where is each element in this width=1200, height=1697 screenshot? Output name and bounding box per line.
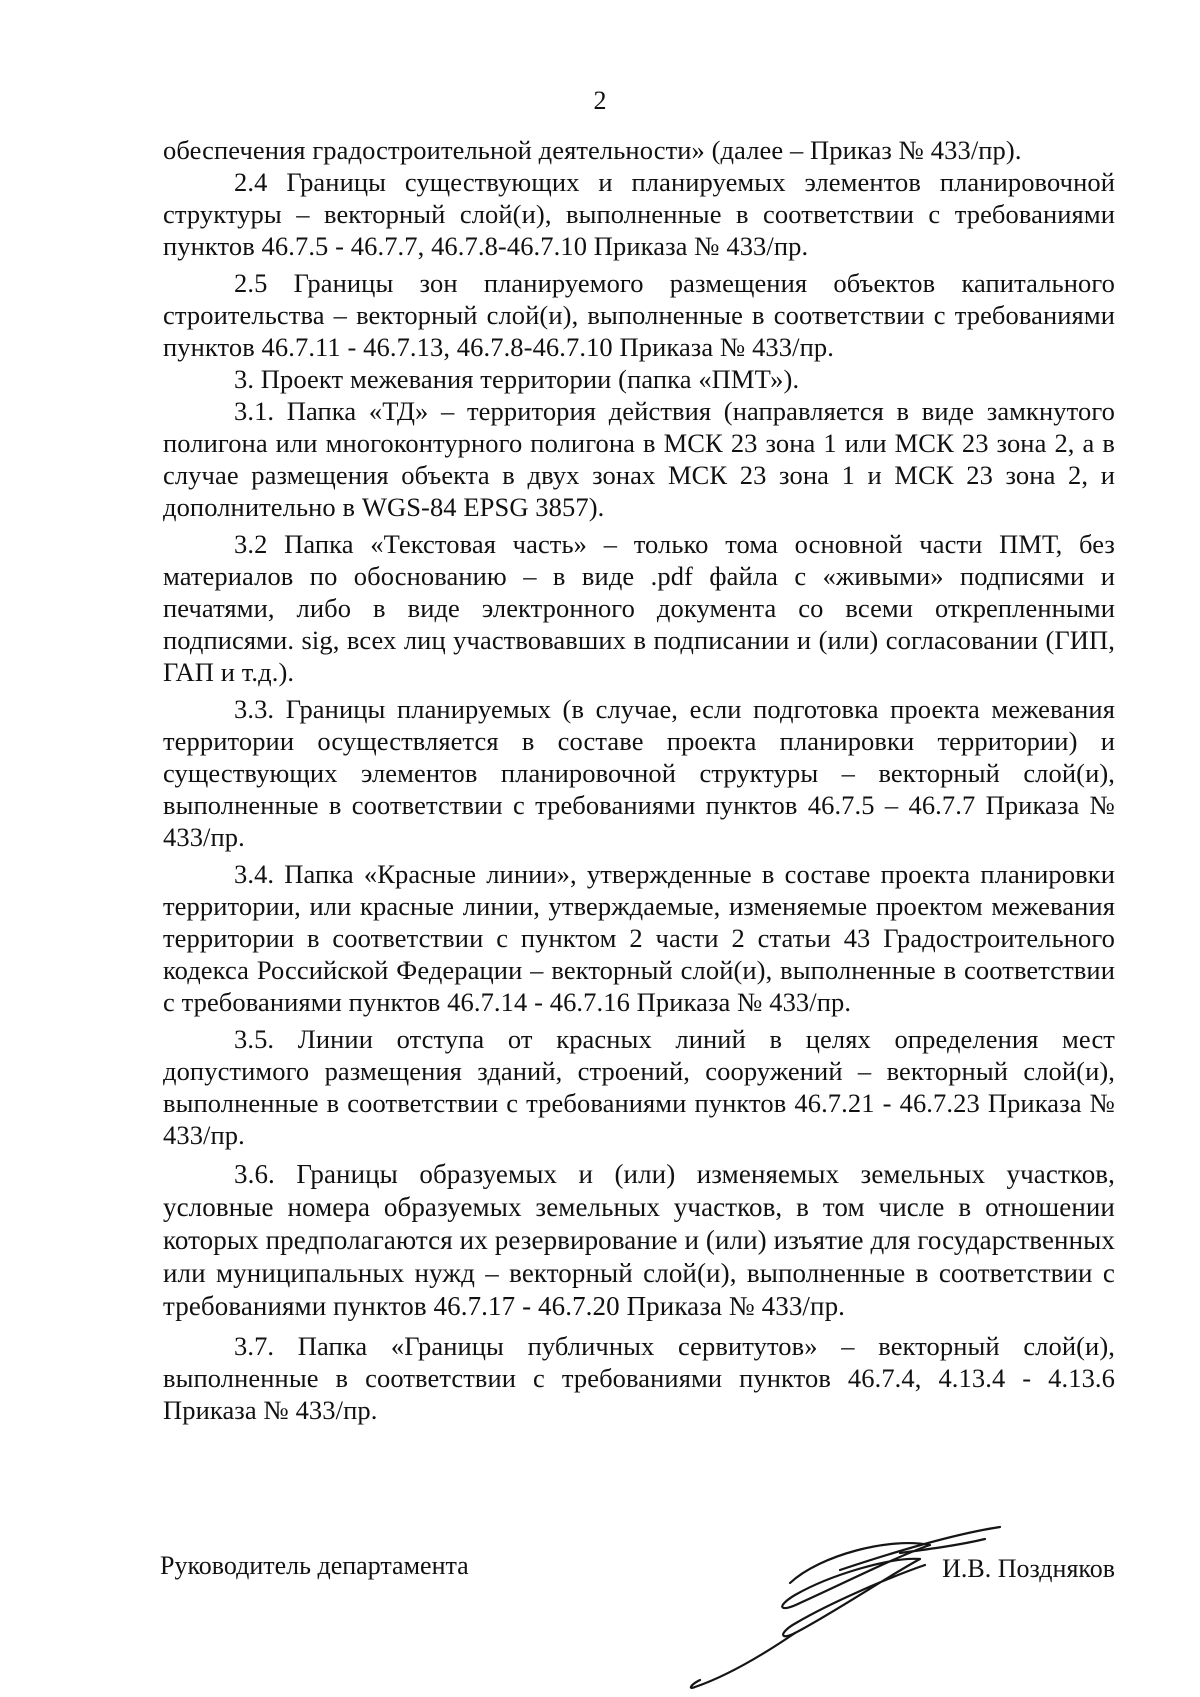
document-body: [163, 134, 1115, 1426]
handwritten-signature: [600, 1515, 1060, 1695]
paragraph-3-3: 3.3. Границы планируемых (в случае, если подготовка проекта межевания территории осуществляется в составе проекта планировки территории) и существующих элементов планировочной структуры – векторный слой(и), выполненные в соответствии с требованиями пунктов 46.7.5 – 46.7.7 Приказа № 433/пр.: [163, 694, 1115, 852]
paragraph-3: 3. Проект межевания территории (папка «ПМТ»).: [234, 364, 800, 394]
paragraph-3-6: 3.6. Границы образуемых и (или) изменяемых земельных участков, условные номера образуемых земельных участков, в том числе в отношении которых предполагаются их резервирование и (или) изъятие для государственных или муниципальных нужд – векторный слой(и), выполненные в соответствии с требованиями пунктов 46.7.17 - 46.7.20 Приказа № 433/пр.: [163, 1159, 1115, 1321]
paragraph-3-1: 3.1. Папка «ТД» – территория действия (направляется в виде замкнутого полигона или многоконтурного полигона в МСК 23 зона 1 или МСК 23 зона 2, а в случае размещения объекта в двух зонах МСК 23 зона 1 и МСК 23 зона 2, и дополнительно в WGS-84 EPSG 3857).: [163, 396, 1115, 522]
paragraph-3-4: 3.4. Папка «Красные линии», утвержденные в составе проекта планировки территории, или красные линии, утверждаемые, изменяемые проектом межевания территории в соответствии с пунктом 2 части 2 статьи 43 Градостроительного кодекса Российской Федерации – векторный слой(и), выполненные в соответствии с требованиями пунктов 46.7.14 - 46.7.16 Приказа № 433/пр.: [163, 859, 1115, 1017]
paragraph-2-5: 2.5 Границы зон планируемого размещения объектов капитального строительства – векторный слой(и), выполненные в соответствии с требованиями пунктов 46.7.11 - 46.7.13, 46.7.8-46.7.10 Приказа № 433/пр.: [163, 268, 1115, 362]
signer-position: Руководитель департамента: [160, 1551, 469, 1580]
paragraph-3-5: 3.5. Линии отступа от красных линий в целях определения мест допустимого размещения зданий, строений, сооружений – векторный слой(и), выполненные в соответствии с требованиями пунктов 46.7.21 - 46.7.23 Приказа № 433/пр.: [163, 1024, 1115, 1150]
signer-name: И.В. Поздняков: [942, 1554, 1115, 1583]
page-number: 2: [593, 86, 607, 115]
signature-block: [160, 1545, 1115, 1685]
paragraph-3-7: 3.7. Папка «Границы публичных сервитутов» – векторный слой(и), выполненные в соответствии с требованиями пунктов 46.7.4, 4.13.4 - 4.13.6 Приказа № 433/пр.: [163, 1331, 1115, 1425]
paragraph-3-2: 3.2 Папка «Текстовая часть» – только тома основной части ПМТ, без материалов по обоснованию – в виде .pdf файла с «живыми» подписями и печатями, либо в виде электронного документа со всеми открепленными подписями. sig, всех лиц участвовавших в подписании и (или) согласовании (ГИП, ГАП и т.д.).: [163, 529, 1115, 687]
paragraph-continuation: обеспечения градостроительной деятельности» (далее – Приказ № 433/пр).: [163, 135, 1022, 165]
paragraph-2-4: 2.4 Границы существующих и планируемых элементов планировочной структуры – векторный слой(и), выполненные в соответствии с требованиями пунктов 46.7.5 - 46.7.7, 46.7.8-46.7.10 Приказа № 433/пр.: [163, 167, 1115, 261]
